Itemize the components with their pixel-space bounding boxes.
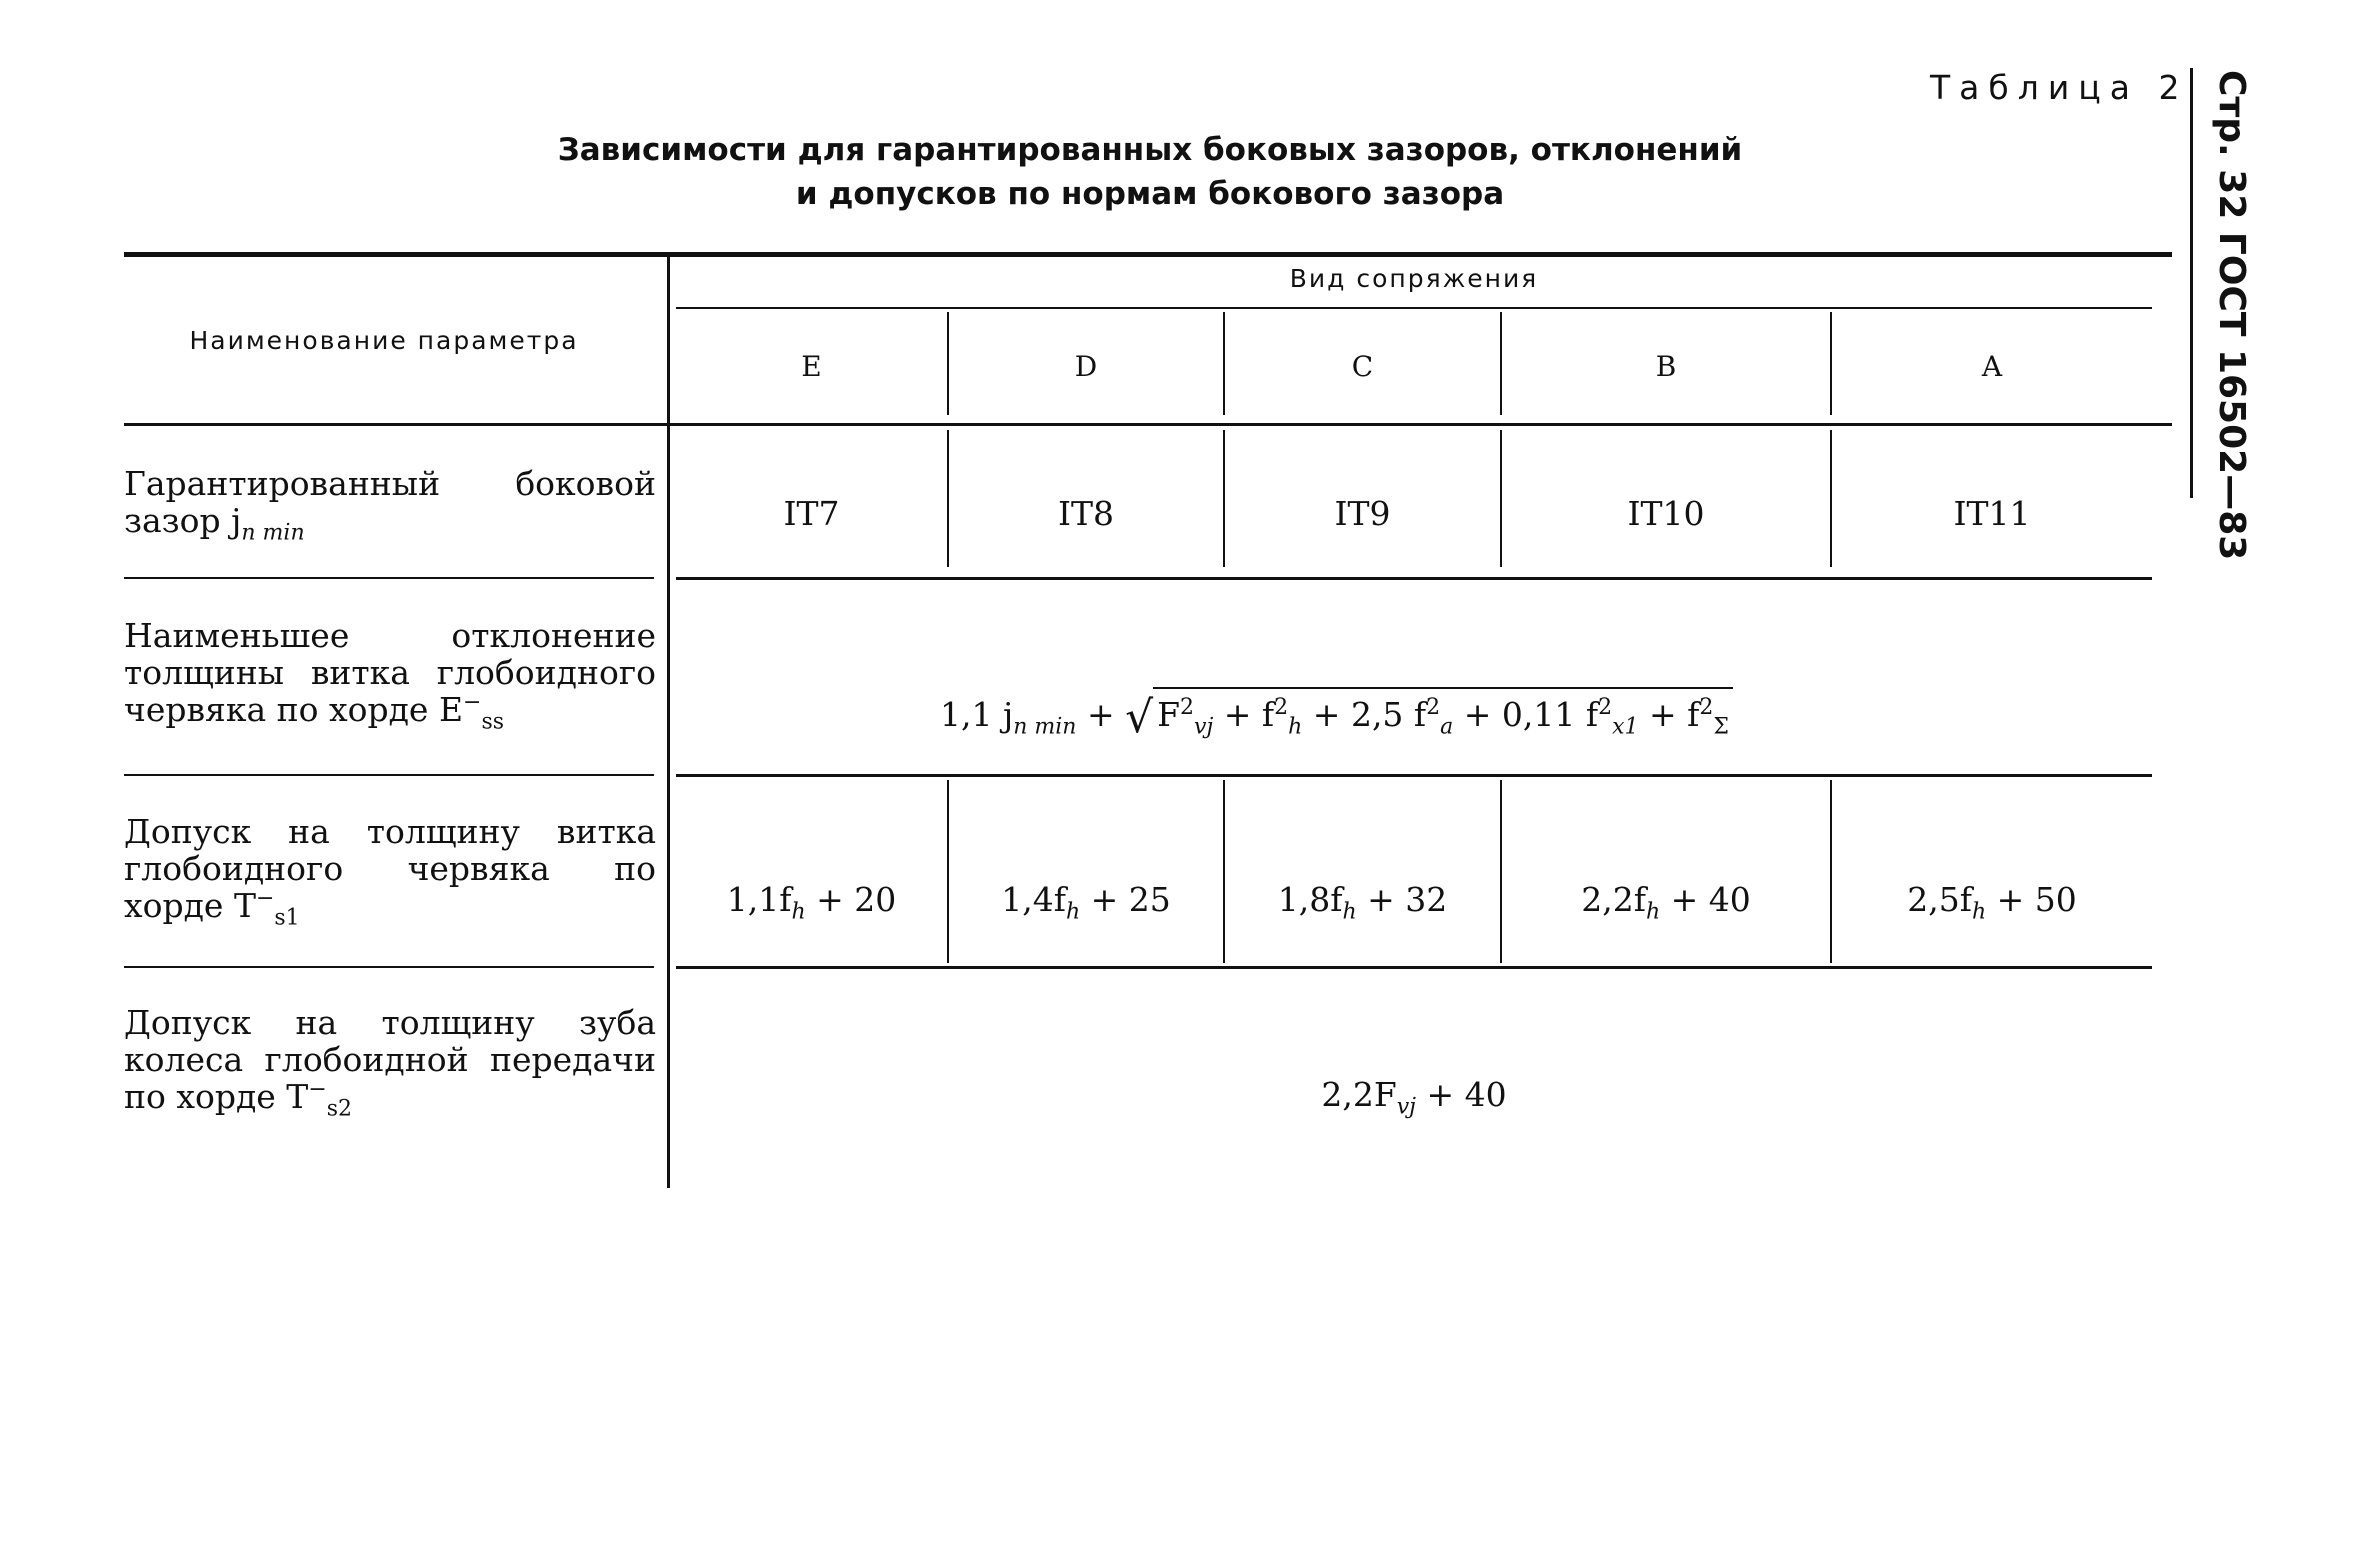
rad-sub: a <box>1440 714 1454 740</box>
row4-param-sup: − <box>308 1077 327 1102</box>
running-head-rule <box>2190 68 2193 498</box>
cell-rest: + 50 <box>1986 880 2077 919</box>
row3-param <box>124 812 656 931</box>
rad-term: F <box>1157 695 1181 734</box>
row2-param-sup: − <box>463 690 482 715</box>
rad-term: + f <box>1213 695 1275 734</box>
rad-sup: 2 <box>1426 695 1441 720</box>
rad-sup: 2 <box>1699 695 1714 720</box>
cell-coef: 2,2f <box>1581 880 1646 919</box>
row2-formula-prefix-sub: n min <box>1013 714 1077 740</box>
cell-rest: + 25 <box>1080 880 1171 919</box>
cell-sub: h <box>1971 899 1987 925</box>
rad-sub: x1 <box>1612 714 1639 740</box>
cell-sub: h <box>791 899 806 925</box>
row3-param-text: Допуск на толщину витка глобоидного червяка по хорде T <box>124 812 656 925</box>
cell-rest: + 40 <box>1660 880 1751 919</box>
row2-formula-plus: + <box>1086 695 1115 734</box>
table-top-rule <box>124 252 2172 257</box>
table-label: Таблица 2 <box>1930 68 2189 107</box>
cell-sub: h <box>1342 899 1357 925</box>
formula-sub: vj <box>1396 1094 1416 1120</box>
column-header-e: E <box>801 350 822 383</box>
row2-left-rule <box>124 774 654 776</box>
radicand <box>1153 687 1733 740</box>
row3-param-sub: s1 <box>274 905 300 931</box>
column-header-c: C <box>1351 350 1374 383</box>
row2-param-text: Наименьшее отклонение толщины витка глобоидного червяка по хорде E <box>124 616 656 729</box>
row3-cell-a <box>1832 880 2152 925</box>
rad-term: + f <box>1638 695 1700 734</box>
table-title-line1: Зависимости для гарантированных боковых зазоров, отклонений <box>557 132 1743 168</box>
row2-formula <box>940 686 1940 743</box>
row1-param-text: Гарантированный боковой зазор j <box>124 464 656 540</box>
rad-term: + 0,11 f <box>1453 695 1599 734</box>
rad-term: + 2,5 f <box>1302 695 1427 734</box>
row2-right-rule <box>676 774 2152 777</box>
row1-cell-e: IT7 <box>783 494 840 533</box>
column-header-d: D <box>1074 350 1098 383</box>
table-title-line2: и допусков по нормам бокового зазора <box>795 176 1505 212</box>
row2-param <box>124 616 656 735</box>
row3-col-divider <box>947 780 949 963</box>
formula-coef: 2,2F <box>1321 1075 1397 1114</box>
row3-param-sup: − <box>255 886 275 911</box>
row4-param-text: Допуск на толщину зуба колеса глобоидной передачи по хорде T <box>124 1003 656 1116</box>
column-header-b: B <box>1655 350 1677 383</box>
row3-col-divider <box>1500 780 1502 963</box>
row3-col-divider <box>1830 780 1832 963</box>
row1-param-sub: n min <box>241 520 305 546</box>
row3-cell-b <box>1502 880 1830 925</box>
row3-cell-c <box>1225 880 1500 925</box>
row4-param <box>124 1003 656 1122</box>
rad-sup: 2 <box>1598 695 1613 720</box>
row3-cell-e <box>676 880 947 925</box>
group-header-rule <box>676 307 2152 309</box>
cell-coef: 2,5f <box>1907 880 1972 919</box>
cell-sub: h <box>1065 899 1081 925</box>
row3-col-divider <box>1223 780 1225 963</box>
cell-coef: 1,1f <box>726 880 792 919</box>
row3-cell-d <box>949 880 1223 925</box>
row1-cell-a: IT11 <box>1953 494 2031 533</box>
running-head-text: Стр. 32 ГОСТ 16502—83 <box>2211 70 2252 561</box>
row1-cell-c: IT9 <box>1334 494 1391 533</box>
radical-sign: √ <box>1125 692 1154 743</box>
row1-left-rule <box>124 577 654 579</box>
row2-param-sub: ss <box>481 709 505 735</box>
row3-right-rule <box>676 966 2152 969</box>
running-head <box>2200 70 2270 561</box>
row2-formula-prefix: 1,1 j <box>940 695 1014 734</box>
cell-rest: + 32 <box>1356 880 1448 919</box>
header-bottom-rule <box>124 423 2172 426</box>
rad-sub: h <box>1288 714 1303 740</box>
cell-rest: + 20 <box>805 880 897 919</box>
cell-coef: 1,8f <box>1277 880 1343 919</box>
column-header-a: A <box>1981 350 2003 383</box>
row4-formula <box>676 1075 2152 1120</box>
row3-left-rule <box>124 966 654 968</box>
rad-sub: vj <box>1194 714 1214 740</box>
group-header: Вид сопряжения <box>1289 264 1539 293</box>
row4-param-sub: s2 <box>326 1096 353 1122</box>
row1-cell-b: IT10 <box>1627 494 1705 533</box>
row1-right-rule <box>676 577 2152 580</box>
rad-sup: 2 <box>1274 695 1289 720</box>
param-header: Наименование параметра <box>189 326 579 355</box>
row1-param <box>124 464 656 546</box>
cell-coef: 1,4f <box>1001 880 1066 919</box>
row1-cell-d: IT8 <box>1057 494 1115 533</box>
rad-sup: 2 <box>1180 695 1195 720</box>
param-column-divider <box>667 252 670 1188</box>
rad-sub: Σ <box>1713 714 1729 740</box>
cell-sub: h <box>1645 899 1661 925</box>
formula-rest: + 40 <box>1416 1075 1507 1114</box>
